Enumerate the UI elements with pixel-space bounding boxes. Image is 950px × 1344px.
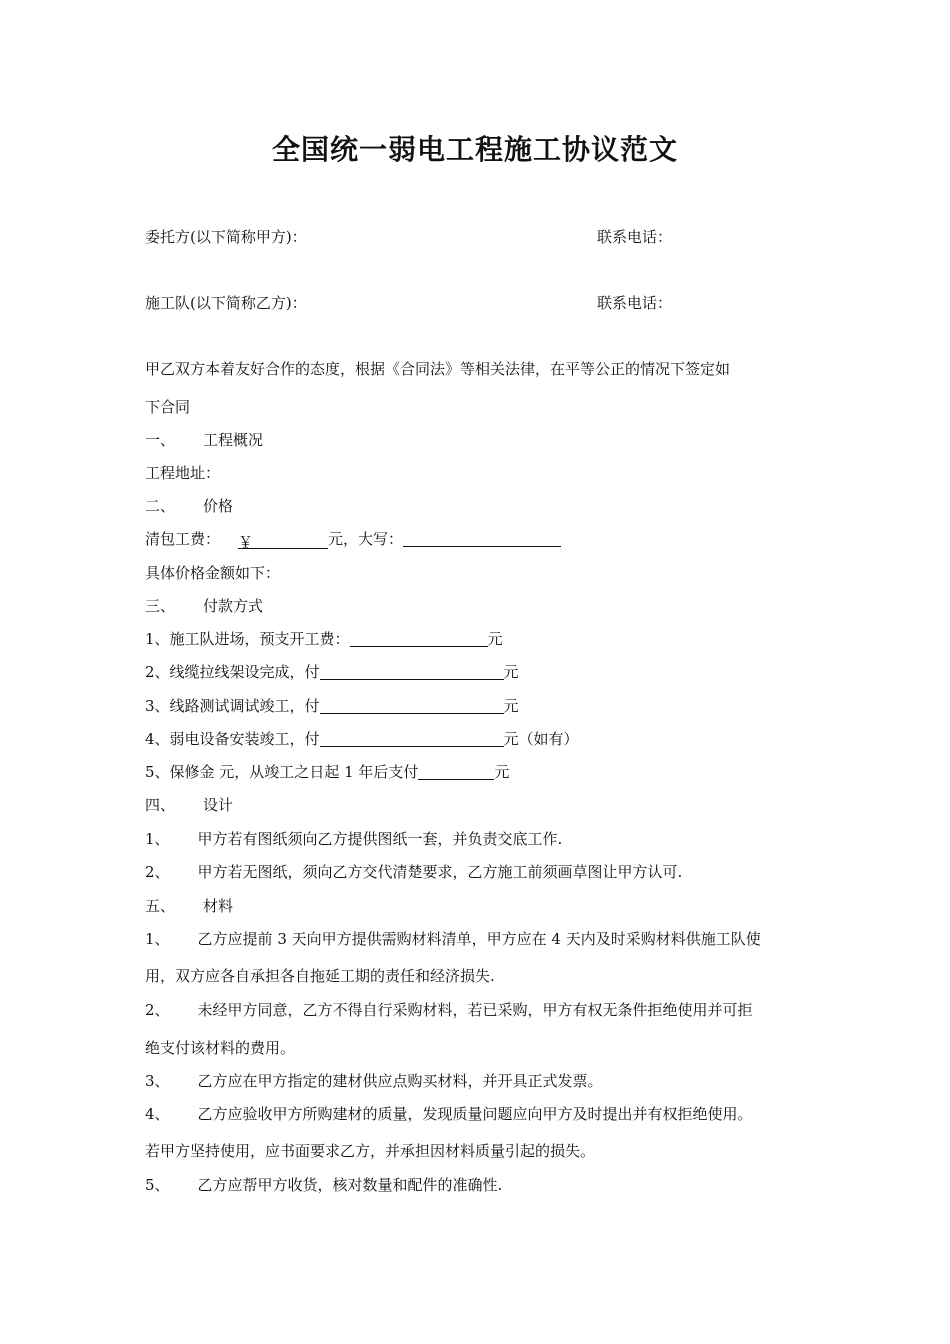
payment-unit: 元 bbox=[487, 630, 503, 648]
payment-amount-field[interactable] bbox=[418, 763, 494, 780]
party-a-label: 委托方(以下简称甲方)： bbox=[145, 228, 307, 246]
payment-item-5 bbox=[145, 762, 509, 782]
material-item-4-cont: 若甲方坚持使用，应书面要求乙方，并承担因材料质量引起的损失。 bbox=[145, 1142, 596, 1160]
item-text: 甲方若有图纸须向乙方提供图纸一套，并负责交底工作. bbox=[197, 830, 563, 848]
section-5-number: 五、 bbox=[145, 897, 176, 915]
material-item-3 bbox=[145, 1071, 603, 1091]
fee-amount-field[interactable] bbox=[238, 532, 328, 549]
item-text: 未经甲方同意，乙方不得自行采购材料，若已采购，甲方有权无条件拒绝使用并可拒 bbox=[197, 1001, 753, 1019]
payment-item-text: 5、保修金 元，从竣工之日起 1 年后支付 bbox=[145, 763, 419, 781]
intro-line-1: 甲乙双方本着友好合作的态度，根据《合同法》等相关法律，在平等公正的情况下签定如 bbox=[145, 360, 731, 378]
fee-label: 清包工费： bbox=[145, 530, 221, 548]
document-title: 全国统一弱电工程施工协议范文 bbox=[271, 133, 678, 166]
fee-capital-field[interactable] bbox=[403, 530, 561, 547]
section-5-title: 材料 bbox=[203, 897, 234, 915]
payment-item-4 bbox=[145, 729, 579, 749]
section-5-heading bbox=[145, 896, 233, 916]
section-4-heading bbox=[145, 795, 233, 815]
item-text: 乙方应验收甲方所购建材的质量，发现质量问题应向甲方及时提出并有权拒绝使用。 bbox=[197, 1105, 753, 1123]
party-b-phone-label: 联系电话： bbox=[597, 294, 673, 312]
material-item-2-cont: 绝支付该材料的费用。 bbox=[145, 1039, 296, 1057]
section-1-number: 一、 bbox=[145, 431, 176, 449]
section-1-title: 工程概况 bbox=[203, 431, 264, 449]
payment-amount-field[interactable] bbox=[320, 730, 504, 747]
payment-item-text: 4、弱电设备安装竣工，付 bbox=[145, 730, 320, 748]
payment-amount-field[interactable] bbox=[320, 697, 504, 714]
item-number: 5、 bbox=[145, 1176, 170, 1194]
section-2-title: 价格 bbox=[203, 497, 234, 515]
section-2-number: 二、 bbox=[145, 497, 176, 515]
payment-item-3 bbox=[145, 696, 519, 716]
intro-line-2: 下合同 bbox=[145, 398, 191, 416]
material-item-1-cont: 用，双方应各自承担各自拖延工期的责任和经济损失. bbox=[145, 967, 495, 985]
item-number: 2、 bbox=[145, 1001, 170, 1019]
material-item-1 bbox=[145, 929, 761, 949]
payment-unit: 元 bbox=[503, 697, 519, 715]
payment-unit: 元 bbox=[494, 763, 510, 781]
price-detail-label: 具体价格金额如下： bbox=[145, 564, 281, 582]
item-number: 1、 bbox=[145, 930, 170, 948]
item-text: 乙方应在甲方指定的建材供应点购买材料，并开具正式发票。 bbox=[197, 1072, 603, 1090]
item-text: 乙方应帮甲方收货，核对数量和配件的准确性. bbox=[197, 1176, 503, 1194]
section-1-heading bbox=[145, 430, 263, 450]
section-3-number: 三、 bbox=[145, 597, 176, 615]
section-3-heading bbox=[145, 596, 263, 616]
item-text: 乙方应提前 3 天向甲方提供需购材料清单，甲方应在 4 天内及时采购材料供施工队使 bbox=[197, 930, 761, 948]
payment-item-text: 1、施工队进场，预支开工费： bbox=[145, 630, 350, 648]
material-item-4 bbox=[145, 1104, 753, 1124]
fee-line bbox=[145, 529, 561, 549]
payment-item-text: 2、线缆拉线架设完成，付 bbox=[145, 663, 320, 681]
payment-item-1 bbox=[145, 629, 503, 649]
party-a-phone-label: 联系电话： bbox=[597, 228, 673, 246]
material-item-5 bbox=[145, 1175, 502, 1195]
section-4-title: 设计 bbox=[203, 796, 234, 814]
design-item-1 bbox=[145, 829, 562, 849]
payment-amount-field[interactable] bbox=[350, 630, 488, 647]
payment-item-2 bbox=[145, 662, 519, 682]
section-2-heading bbox=[145, 496, 233, 516]
payment-unit: 元（如有） bbox=[503, 730, 579, 748]
party-b-label: 施工队(以下简称乙方)： bbox=[145, 294, 307, 312]
section-4-number: 四、 bbox=[145, 796, 176, 814]
payment-item-text: 3、线路测试调试竣工，付 bbox=[145, 697, 320, 715]
design-item-2 bbox=[145, 862, 682, 882]
fee-unit-label: 元，大写： bbox=[328, 530, 404, 548]
item-number: 4、 bbox=[145, 1105, 170, 1123]
payment-unit: 元 bbox=[503, 663, 519, 681]
section-3-title: 付款方式 bbox=[203, 597, 264, 615]
currency-symbol: ￥ bbox=[238, 533, 254, 551]
item-number: 3、 bbox=[145, 1072, 170, 1090]
item-number: 2、 bbox=[145, 863, 170, 881]
project-address-label: 工程地址： bbox=[145, 464, 221, 482]
item-number: 1、 bbox=[145, 830, 170, 848]
item-text: 甲方若无图纸，须向乙方交代清楚要求，乙方施工前须画草图让甲方认可. bbox=[197, 863, 683, 881]
payment-amount-field[interactable] bbox=[320, 663, 504, 680]
material-item-2 bbox=[145, 1000, 753, 1020]
